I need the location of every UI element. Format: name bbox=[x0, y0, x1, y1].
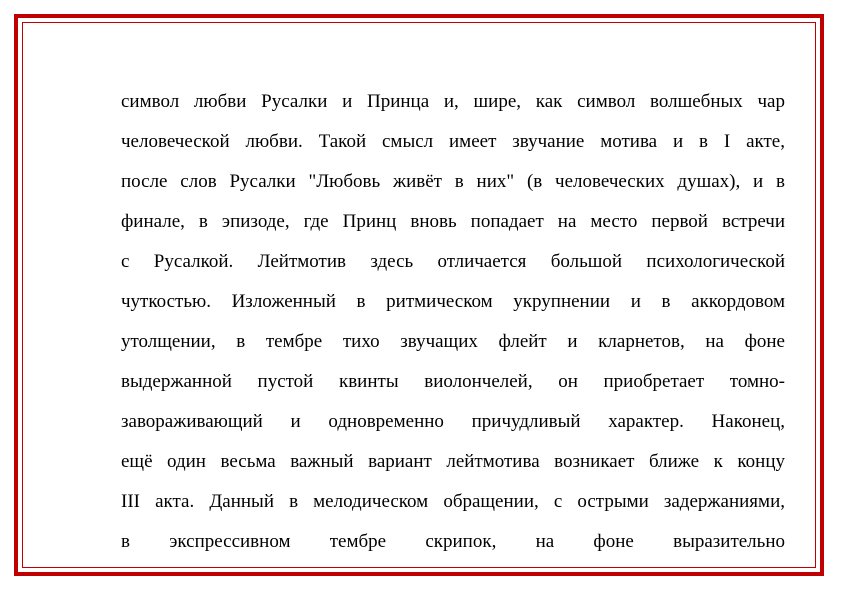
text-line: чуткостью. Изложенный в ритмическом укрупнении и в аккордовом bbox=[121, 291, 785, 312]
body-text bbox=[121, 82, 785, 562]
text-line: после слов Русалки "Любовь живёт в них" (в человеческих душах), и в bbox=[121, 171, 785, 192]
text-line: в экспрессивном тембре скрипок, на фоне выразительно bbox=[121, 531, 785, 552]
text-line: III акта. Данный в мелодическом обращении, с острыми задержаниями, bbox=[121, 491, 785, 512]
text-line: с Русалкой. Лейтмотив здесь отличается большой психологической bbox=[121, 251, 785, 272]
text-line: утолщении, в тембре тихо звучащих флейт и кларнетов, на фоне bbox=[121, 331, 785, 352]
text-line: выдержанной пустой квинты виолончелей, он приобретает томно- bbox=[121, 371, 785, 392]
text-line: ещё один весьма важный вариант лейтмотива возникает ближе к концу bbox=[121, 451, 785, 472]
text-line: финале, в эпизоде, где Принц вновь попадает на место первой встречи bbox=[121, 211, 785, 232]
text-line: завораживающий и одновременно причудливый характер. Наконец, bbox=[121, 411, 785, 432]
text-line: человеческой любви. Такой смысл имеет звучание мотива и в I акте, bbox=[121, 131, 785, 152]
text-line: символ любви Русалки и Принца и, шире, как символ волшебных чар bbox=[121, 91, 785, 112]
